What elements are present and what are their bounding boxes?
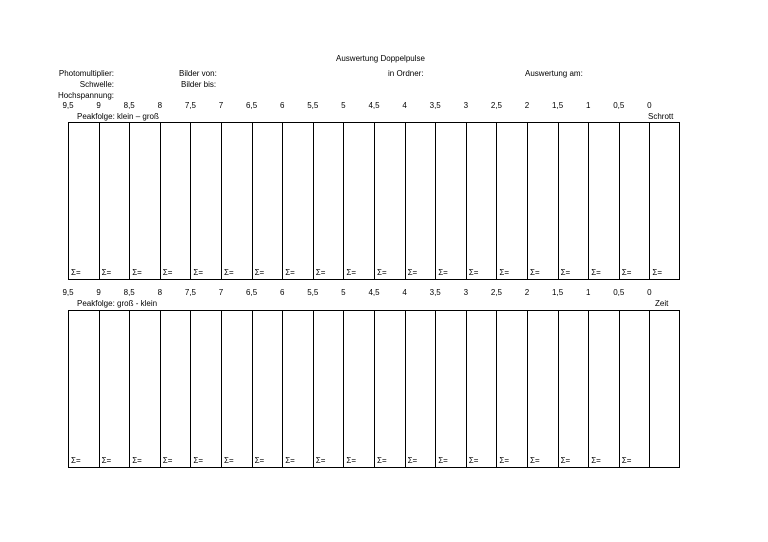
page-title: Auswertung Doppelpulse bbox=[336, 54, 425, 63]
sigma-label: Σ= bbox=[224, 268, 234, 277]
table-cell[interactable] bbox=[191, 311, 222, 467]
scale-tick: 1,5 bbox=[552, 101, 564, 110]
auswertung-am-label: Auswertung am: bbox=[525, 69, 583, 78]
scale-tick: 9,5 bbox=[62, 288, 74, 297]
table-cell[interactable] bbox=[497, 311, 528, 467]
scale-tick: 2,5 bbox=[490, 101, 502, 110]
sigma-label: Σ= bbox=[438, 268, 448, 277]
sigma-label: Σ= bbox=[560, 456, 571, 465]
table-cell[interactable] bbox=[620, 311, 651, 467]
table-cell[interactable] bbox=[161, 311, 192, 467]
schwelle-label: Schwelle: bbox=[79, 80, 114, 89]
photomultiplier-label: Photomultiplier: bbox=[58, 69, 114, 78]
sigma-label: Σ= bbox=[530, 268, 540, 277]
table-grid-bottom bbox=[68, 310, 680, 468]
ordner-label: in Ordner: bbox=[388, 69, 424, 78]
table-cell[interactable] bbox=[191, 123, 222, 279]
scale-tick: 6 bbox=[279, 288, 285, 297]
scale-tick: 9,5 bbox=[62, 101, 74, 110]
sigma-label: Σ= bbox=[560, 268, 571, 277]
scale-tick: 1 bbox=[585, 288, 591, 297]
table-cell[interactable] bbox=[344, 311, 375, 467]
sigma-label: Σ= bbox=[101, 456, 112, 465]
scale-tick: 0,5 bbox=[613, 101, 625, 110]
table-cell[interactable] bbox=[253, 311, 284, 467]
table-cell[interactable] bbox=[130, 123, 161, 279]
sigma-label: Σ= bbox=[224, 456, 234, 465]
table-grid-top bbox=[68, 122, 680, 280]
sigma-label: Σ= bbox=[254, 456, 265, 465]
sigma-label: Σ= bbox=[254, 268, 265, 277]
sigma-label: Σ= bbox=[315, 456, 326, 465]
table-cell[interactable] bbox=[314, 123, 345, 279]
table-caption-bottom: Peakfolge: groß - klein bbox=[77, 299, 158, 308]
table-cell[interactable] bbox=[497, 123, 528, 279]
sigma-label: Σ= bbox=[71, 456, 81, 465]
sigma-label: Σ= bbox=[621, 268, 632, 277]
sigma-label: Σ= bbox=[285, 268, 295, 277]
sigma-label: Σ= bbox=[162, 456, 173, 465]
scale-tick: 0,5 bbox=[613, 288, 625, 297]
sigma-label: Σ= bbox=[652, 268, 663, 277]
table-cell[interactable] bbox=[375, 311, 406, 467]
sigma-label: Σ= bbox=[468, 456, 479, 465]
scale-tick: 2 bbox=[524, 101, 530, 110]
sigma-label: Σ= bbox=[530, 456, 540, 465]
table-cell[interactable] bbox=[528, 311, 559, 467]
table-right-label-bottom: Zeit bbox=[655, 299, 669, 308]
scale-tick: 6,5 bbox=[246, 101, 258, 110]
sigma-label: Σ= bbox=[407, 268, 418, 277]
sigma-label: Σ= bbox=[499, 268, 510, 277]
table-cell[interactable] bbox=[314, 311, 345, 467]
table-cell[interactable] bbox=[406, 123, 437, 279]
scale-tick: 6 bbox=[279, 101, 285, 110]
table-cell[interactable] bbox=[283, 123, 314, 279]
table-cell[interactable] bbox=[528, 123, 559, 279]
table-cell[interactable] bbox=[559, 123, 590, 279]
bilder-von-label: Bilder von: bbox=[179, 69, 217, 78]
sigma-label: Σ= bbox=[132, 456, 142, 465]
sigma-label: Σ= bbox=[346, 456, 357, 465]
table-cell[interactable] bbox=[130, 311, 161, 467]
scale-tick: 9 bbox=[96, 101, 101, 110]
sigma-label: Σ= bbox=[377, 268, 387, 277]
table-cell[interactable] bbox=[69, 311, 100, 467]
table-cell[interactable] bbox=[467, 123, 498, 279]
sigma-label: Σ= bbox=[101, 268, 112, 277]
table-right-label-top: Schrott bbox=[648, 112, 674, 121]
table-cell[interactable] bbox=[436, 311, 467, 467]
scale-tick: 5 bbox=[341, 101, 346, 110]
sigma-label: Σ= bbox=[591, 456, 601, 465]
sigma-label: Σ= bbox=[621, 456, 632, 465]
scale-tick: 8 bbox=[157, 288, 163, 297]
scale-tick: 0 bbox=[647, 288, 652, 297]
scale-tick: 7 bbox=[218, 101, 224, 110]
table-cell[interactable] bbox=[650, 311, 681, 467]
table-cell[interactable] bbox=[100, 123, 131, 279]
sigma-label: Σ= bbox=[377, 456, 387, 465]
scale-tick: 6,5 bbox=[246, 288, 258, 297]
table-cell[interactable] bbox=[253, 123, 284, 279]
sigma-label: Σ= bbox=[132, 268, 142, 277]
scale-tick: 7 bbox=[218, 288, 224, 297]
sigma-label: Σ= bbox=[71, 268, 81, 277]
table-cell[interactable] bbox=[222, 311, 253, 467]
sigma-label: Σ= bbox=[285, 456, 295, 465]
scale-tick: 2,5 bbox=[490, 288, 502, 297]
table-cell[interactable] bbox=[283, 311, 314, 467]
scale-tick: 9 bbox=[96, 288, 101, 297]
scale-tick: 0 bbox=[647, 101, 652, 110]
table-cell[interactable] bbox=[344, 123, 375, 279]
hochspannung-label: Hochspannung: bbox=[57, 91, 114, 100]
table-cell[interactable] bbox=[559, 311, 590, 467]
scale-tick: 1,5 bbox=[552, 288, 564, 297]
scale-tick: 5 bbox=[341, 288, 346, 297]
scale-tick: 3 bbox=[463, 101, 469, 110]
table-cell[interactable] bbox=[589, 123, 620, 279]
scale-tick: 3 bbox=[463, 288, 469, 297]
sigma-label: Σ= bbox=[315, 268, 326, 277]
sigma-label: Σ= bbox=[162, 268, 173, 277]
table-cell[interactable] bbox=[620, 123, 651, 279]
scale-tick: 8,5 bbox=[123, 288, 135, 297]
scale-tick: 2 bbox=[524, 288, 530, 297]
scale-tick: 4 bbox=[402, 288, 407, 297]
scale-tick: 5,5 bbox=[307, 288, 319, 297]
scale-tick: 3,5 bbox=[429, 288, 441, 297]
table-cell[interactable] bbox=[161, 123, 192, 279]
sigma-label: Σ= bbox=[591, 268, 601, 277]
sigma-label: Σ= bbox=[346, 268, 357, 277]
table-cell[interactable] bbox=[100, 311, 131, 467]
sigma-label: Σ= bbox=[468, 268, 479, 277]
sigma-label: Σ= bbox=[407, 456, 418, 465]
scale-tick: 5,5 bbox=[307, 101, 319, 110]
table-cell[interactable] bbox=[406, 311, 437, 467]
sigma-label: Σ= bbox=[193, 268, 204, 277]
sigma-label: Σ= bbox=[438, 456, 448, 465]
scale-tick: 4 bbox=[402, 101, 407, 110]
table-cell[interactable] bbox=[467, 311, 498, 467]
table-cell[interactable] bbox=[589, 311, 620, 467]
bilder-bis-label: Bilder bis: bbox=[181, 80, 217, 89]
scale-tick: 4,5 bbox=[368, 101, 380, 110]
scale-tick: 8 bbox=[157, 101, 163, 110]
table-cell[interactable] bbox=[222, 123, 253, 279]
sigma-label: Σ= bbox=[499, 456, 510, 465]
table-caption-top: Peakfolge: klein – groß bbox=[77, 112, 159, 121]
scale-tick: 4,5 bbox=[368, 288, 380, 297]
table-cell[interactable] bbox=[650, 123, 681, 279]
scale-tick: 3,5 bbox=[429, 101, 441, 110]
table-cell[interactable] bbox=[69, 123, 100, 279]
scale-tick: 7,5 bbox=[184, 101, 196, 110]
scale-tick: 8,5 bbox=[123, 101, 135, 110]
table-cell[interactable] bbox=[436, 123, 467, 279]
scale-tick: 7,5 bbox=[184, 288, 196, 297]
table-cell[interactable] bbox=[375, 123, 406, 279]
scale-tick: 1 bbox=[585, 101, 591, 110]
sigma-label: Σ= bbox=[193, 456, 204, 465]
